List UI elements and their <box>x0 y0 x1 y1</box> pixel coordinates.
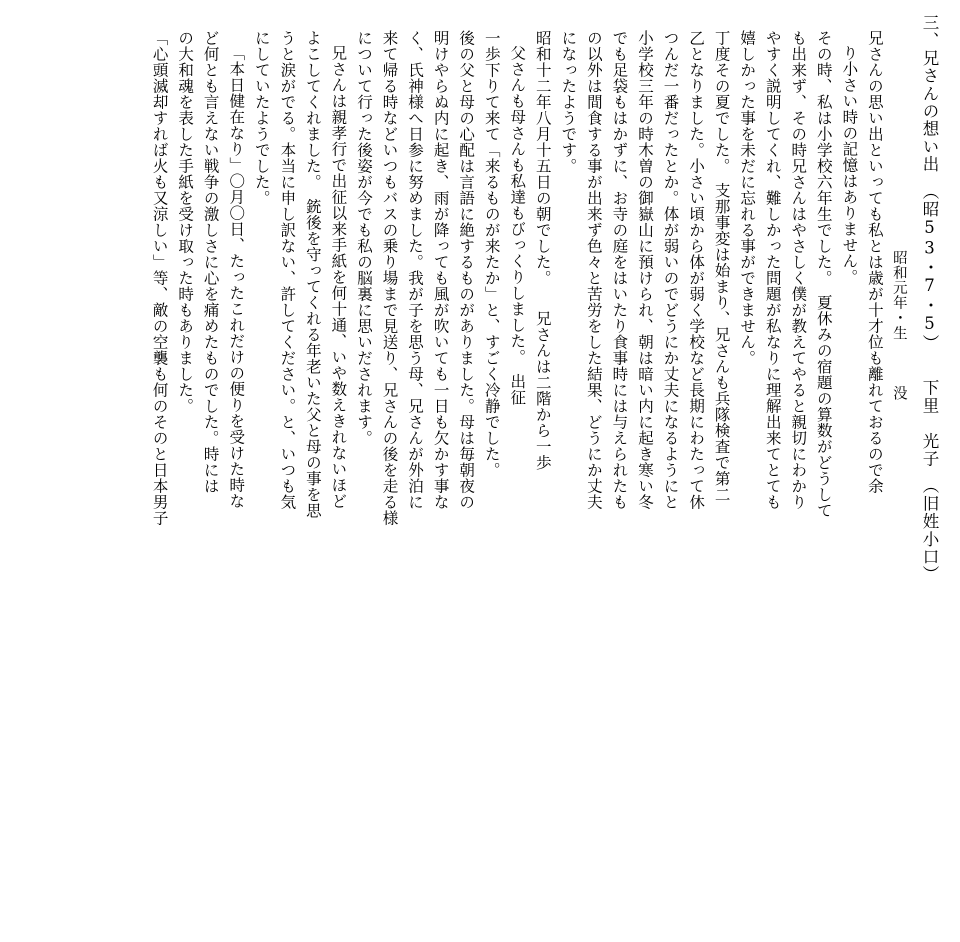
text-column: よこしてくれました。 銃後を守ってくれる年老いた父と母の事を思 <box>303 30 322 519</box>
text-column: ど何とも言えない戦争の激しさに心を痛めたものでした。時には <box>201 30 220 494</box>
text-column: 「心頭滅却すれば火も又涼しい」等、敵の空襲も何のそのと日本男子 <box>150 30 169 526</box>
text-column: く、氏神様へ日参に努めました。我が子を思う母、兄さんが外泊に <box>406 30 425 510</box>
text-column: でも足袋もはかずに、お寺の庭をはいたり食事時には与えられたも <box>610 30 629 510</box>
text-column: 乙となりました。小さい頃から体が弱く学校など長期にわたって休 <box>687 30 706 510</box>
text-column: 兄さんの思い出といっても私とは歳が十才位も離れておるので余 <box>865 30 884 494</box>
text-column: について行った後姿が今でも私の脳裏に思いだされます。 <box>354 30 373 446</box>
text-column: やすく説明してくれ、難しかった問題が私なりに理解出来てとても <box>763 30 782 510</box>
text-column: の大和魂を表した手紙を受け取った時もありました。 <box>176 30 195 414</box>
document-byline: 昭和元年・生 没 <box>890 250 907 401</box>
text-column: 嬉しかった事を未だに忘れる事ができません。 <box>738 30 757 366</box>
text-column: 明けやらぬ内に起き、雨が降っても風が吹いても一日も欠かす事な <box>431 30 450 510</box>
text-column: 小学校三年の時木曽の御嶽山に預けられ、朝は暗い内に起き寒い冬 <box>635 30 654 510</box>
text-column: り小さい時の記憶はありません。 <box>840 45 859 285</box>
text-column: も出来ず、その時兄さんはやさしく僕が教えてやると親切にわかり <box>789 30 808 510</box>
text-column: 来て帰る時などいつもバスの乗り場まで見送り、兄さんの後を走る様 <box>380 30 399 526</box>
document-title: 三、兄さんの想い出 （昭53・7・5） 下里 光子 （旧姓小口） <box>920 14 939 584</box>
text-column: つんだ一番だったとか。体が弱いのでどうにか丈夫になるようにと <box>661 30 680 510</box>
text-column: になったようです。 <box>559 30 578 174</box>
text-column: うと涙がでる。本当に申し訳ない、許してください。と、いつも気 <box>278 30 297 510</box>
text-column: 後の父と母の心配は言語に絶するものがありました。母は毎朝夜の <box>457 30 476 510</box>
text-column: 昭和十二年八月十五日の朝でした。 兄さんは二階から一歩 <box>533 30 552 471</box>
text-column: 兄さんは親孝行で出征以来手紙を何十通、いや数えきれないほど <box>329 45 348 509</box>
text-column: 丁度その夏でした。 支那事変は始まり、兄さんも兵隊検査で第二 <box>712 30 731 503</box>
text-column: 一歩下りて来て「来るものが来たか」と、すごく冷静でした。 <box>482 30 501 478</box>
text-column: 「本日健在なり」〇月〇日、たったこれだけの便りを受けた時な <box>227 45 246 509</box>
text-column: 父さんも母さんも私達もびっくりしました。 出征 <box>508 45 527 406</box>
text-column: の以外は間食する事が出来ず色々と苦労をした結果、どうにか丈夫 <box>584 30 603 510</box>
vertical-text-body <box>12 14 944 710</box>
text-column: その時、私は小学校六年生でした。 夏休みの宿題の算数がどうして <box>814 30 833 519</box>
text-column: にしていたようでした。 <box>252 30 271 206</box>
